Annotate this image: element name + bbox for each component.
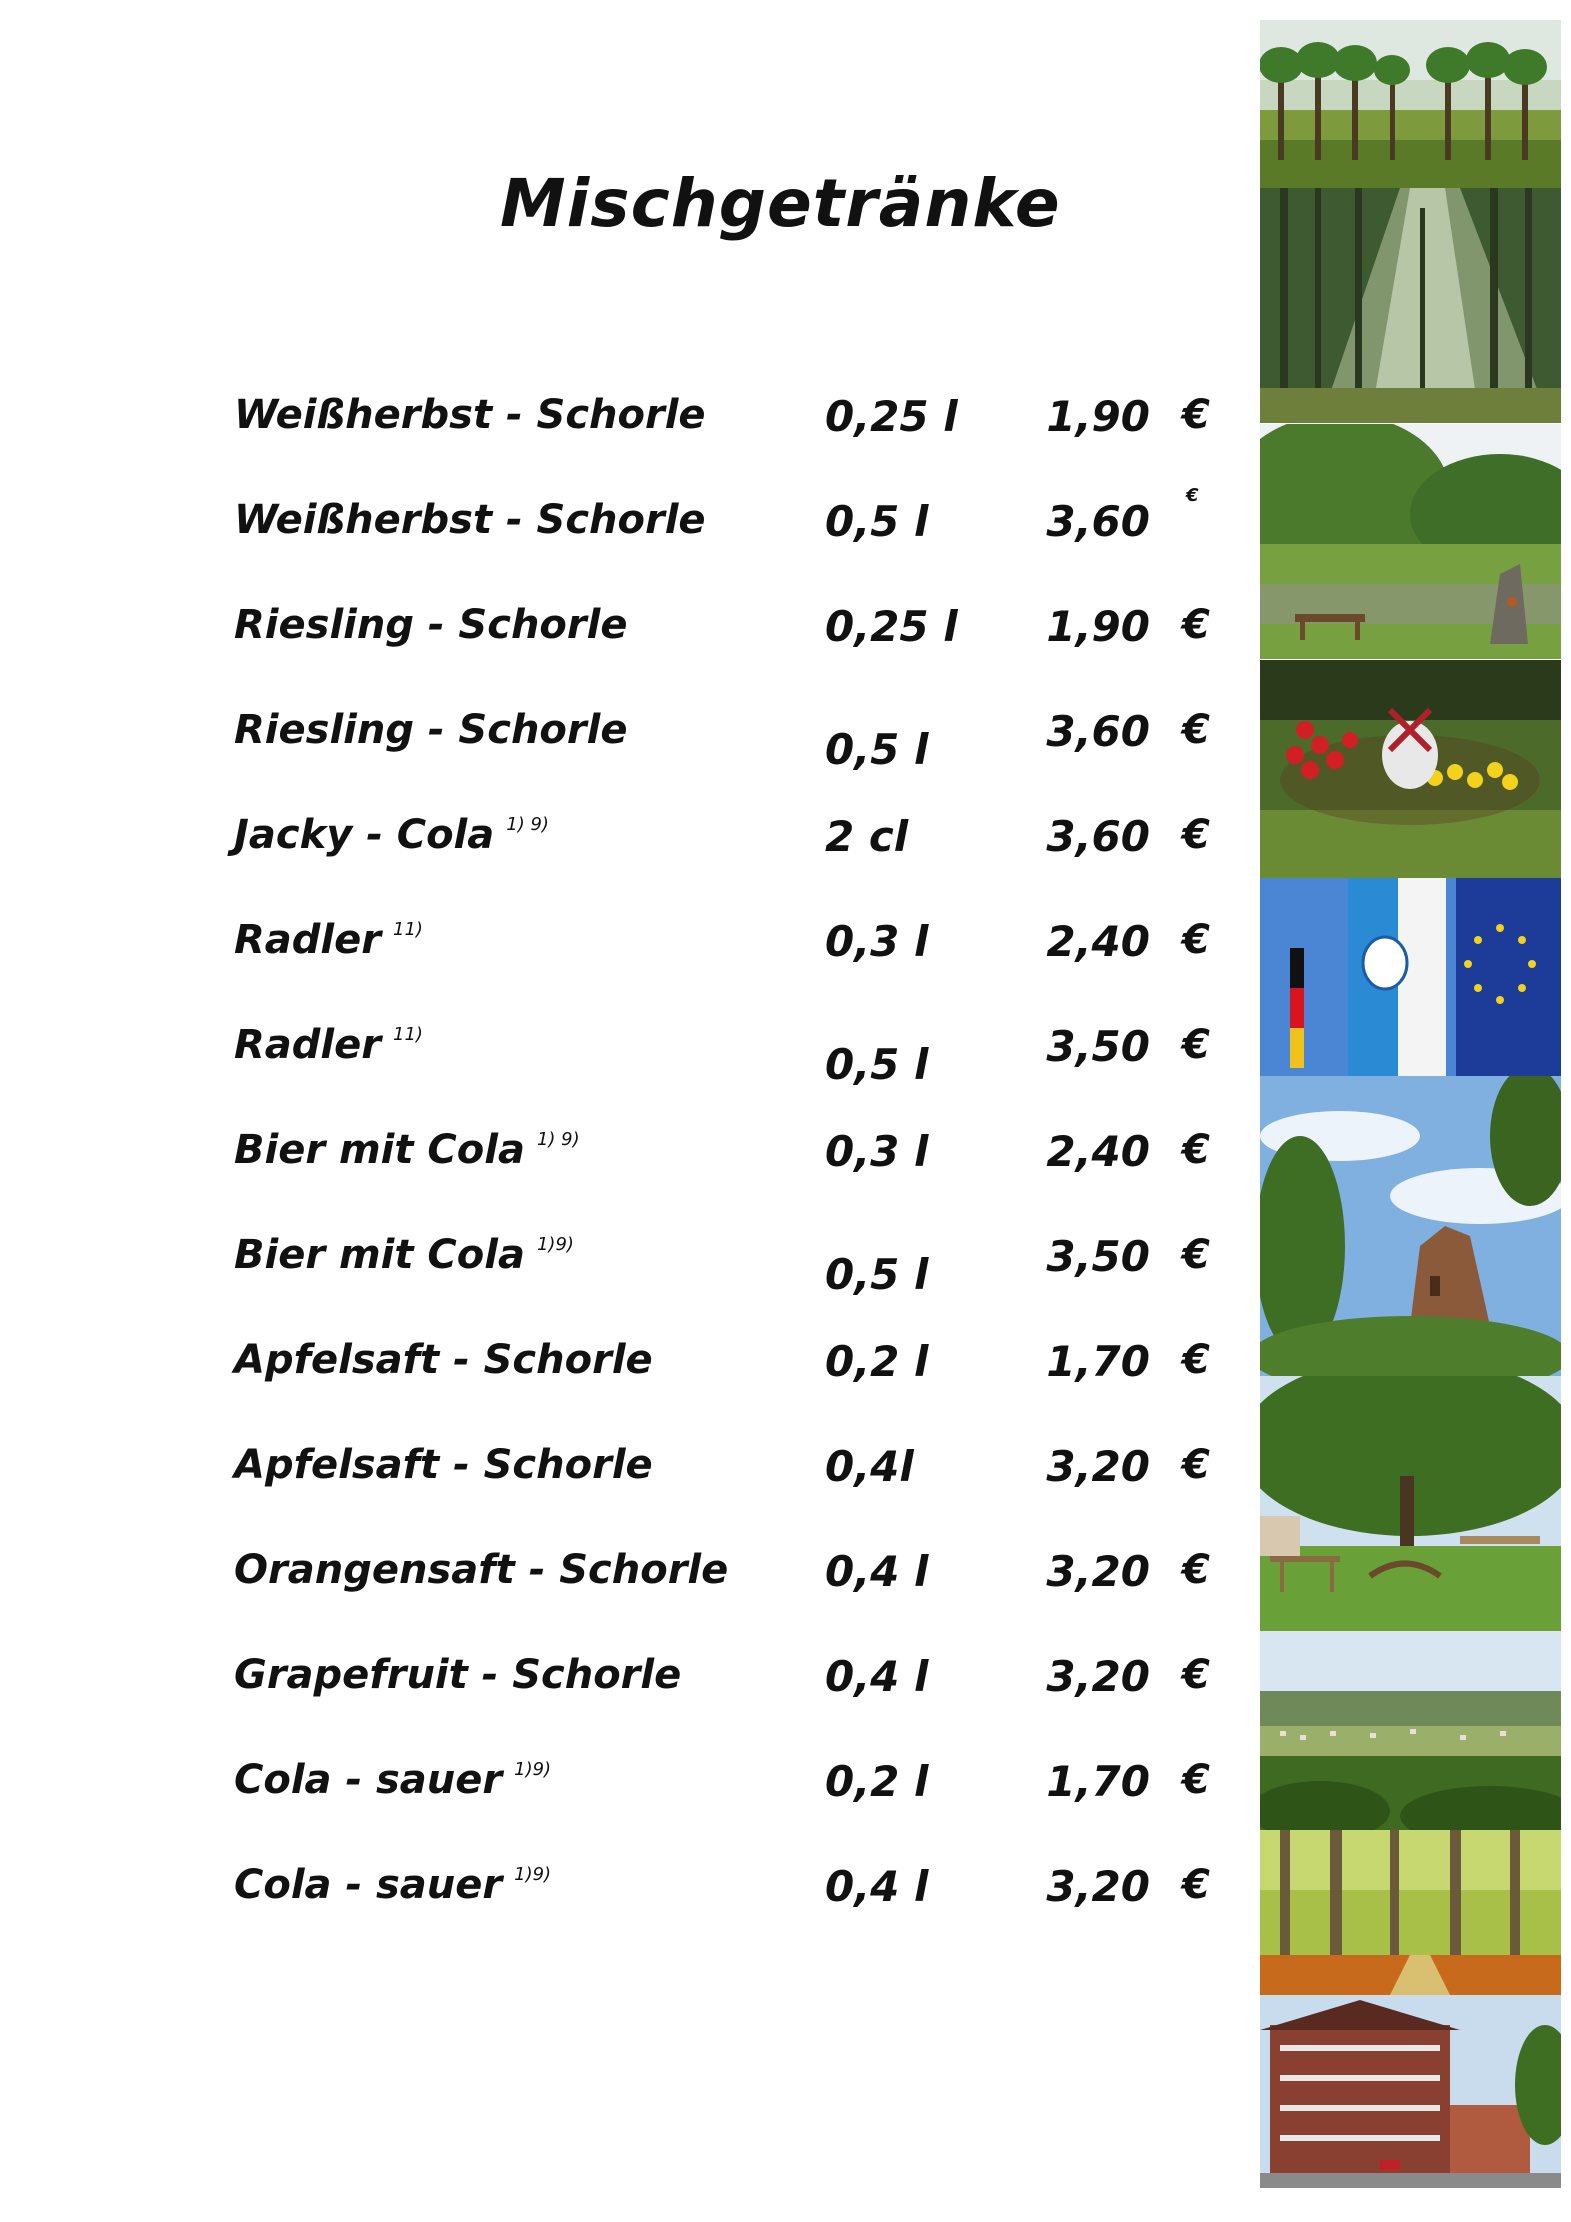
menu-row — [0, 485, 1250, 577]
drink-name — [234, 1127, 580, 1173]
menu-row — [0, 1232, 1250, 1312]
footnote-marker: 1)9) — [536, 1234, 574, 1255]
drink-quantity: 2 cl — [825, 812, 909, 861]
drink-price: 1,90 — [1046, 392, 1150, 441]
drink-name-text: Orangensaft - Schorle — [234, 1547, 729, 1593]
drink-price: 3,20 — [1046, 1442, 1150, 1491]
drink-quantity: 0,4 l — [825, 1547, 929, 1596]
drink-quantity: 0,5 l — [825, 1040, 929, 1089]
drink-name — [234, 917, 423, 963]
flowerbed-windmill-photo — [1260, 660, 1561, 878]
drink-name-text: Weißherbst - Schorle — [234, 392, 706, 438]
drink-price: 3,60 — [1046, 707, 1150, 756]
drink-name-text: Radler — [234, 917, 381, 963]
drink-quantity: 0,5 l — [825, 1250, 929, 1299]
menu-row — [0, 1022, 1250, 1102]
currency-symbol: € — [1182, 1652, 1210, 1698]
drink-quantity: 0,25 l — [825, 392, 958, 441]
currency-symbol: € — [1182, 1547, 1210, 1593]
drink-quantity: 0,25 l — [825, 602, 958, 651]
valley-village-photo — [1260, 1631, 1561, 1830]
drink-quantity: 0,4l — [825, 1442, 914, 1491]
currency-symbol: € — [1182, 707, 1210, 753]
currency-symbol: € — [1182, 1442, 1210, 1488]
drink-name — [234, 602, 627, 648]
drink-quantity: 0,2 l — [825, 1757, 929, 1806]
menu-row — [0, 1652, 1250, 1732]
footnote-marker: 1)9) — [514, 1759, 552, 1780]
drink-name-text: Cola - sauer — [234, 1757, 503, 1803]
menu-row — [0, 707, 1250, 787]
drink-price: 3,60 — [1046, 812, 1150, 861]
drink-price: 3,20 — [1046, 1547, 1150, 1596]
drink-price: 3,20 — [1046, 1862, 1150, 1911]
currency-symbol: € — [1182, 917, 1210, 963]
drink-quantity: 0,5 l — [825, 497, 929, 546]
drink-price: 3,60 — [1046, 497, 1150, 546]
drink-name — [234, 497, 706, 543]
drink-price: 3,50 — [1046, 1232, 1150, 1281]
drink-name — [234, 1022, 423, 1068]
drink-name-text: Apfelsaft - Schorle — [234, 1337, 653, 1383]
currency-symbol: € — [1182, 602, 1210, 648]
drink-name-text: Apfelsaft - Schorle — [234, 1442, 653, 1488]
drink-name-text: Weißherbst - Schorle — [234, 497, 706, 543]
drink-quantity: 0,2 l — [825, 1337, 929, 1386]
drink-name — [234, 1547, 728, 1593]
photo-strip — [1260, 20, 1561, 2188]
footnote-marker: 11) — [393, 1024, 423, 1045]
drink-quantity: 0,3 l — [825, 1127, 929, 1176]
drink-quantity: 0,4 l — [825, 1862, 929, 1911]
drink-quantity: 0,5 l — [825, 725, 929, 774]
menu-row — [0, 1127, 1250, 1207]
drink-name-text: Cola - sauer — [234, 1862, 503, 1908]
meadow-bench-photo — [1260, 424, 1561, 659]
page-title: Mischgetränke — [500, 165, 1061, 242]
currency-symbol: € — [1186, 485, 1199, 506]
currency-symbol: € — [1182, 1127, 1210, 1173]
drink-price: 1,90 — [1046, 602, 1150, 651]
footnote-marker: 1)9) — [514, 1864, 552, 1885]
menu-row — [0, 917, 1250, 997]
forest-sunbeams-photo — [1260, 188, 1561, 423]
drink-price: 2,40 — [1046, 917, 1150, 966]
drink-name-text: Jacky - Cola — [234, 812, 495, 858]
drink-price: 2,40 — [1046, 1127, 1150, 1176]
drink-price: 3,50 — [1046, 1022, 1150, 1071]
drink-name — [234, 1337, 653, 1383]
currency-symbol: € — [1182, 812, 1210, 858]
menu-row — [0, 1337, 1250, 1417]
drink-name-text: Bier mit Cola — [234, 1127, 525, 1173]
currency-symbol: € — [1182, 1337, 1210, 1383]
currency-symbol: € — [1182, 1757, 1210, 1803]
drink-name — [234, 1862, 551, 1908]
menu-row — [0, 812, 1250, 892]
drink-name — [234, 1652, 681, 1698]
drink-name-text: Riesling - Schorle — [234, 707, 628, 753]
hotel-building-photo — [1260, 1995, 1561, 2188]
drink-name — [234, 812, 549, 858]
currency-symbol: € — [1182, 1862, 1210, 1908]
drink-quantity: 0,4 l — [825, 1652, 929, 1701]
drink-price: 1,70 — [1046, 1337, 1150, 1386]
drink-name — [234, 707, 627, 753]
flags-photo — [1260, 878, 1561, 1076]
currency-symbol: € — [1182, 392, 1210, 438]
menu-row — [0, 392, 1250, 472]
currency-symbol: € — [1182, 1232, 1210, 1278]
drink-name — [234, 1757, 551, 1803]
palm-field-photo — [1260, 20, 1561, 188]
menu-row — [0, 1757, 1250, 1837]
park-bridge-photo — [1260, 1376, 1561, 1631]
footnote-marker: 11) — [393, 919, 423, 940]
drink-name-text: Grapefruit - Schorle — [234, 1652, 682, 1698]
drink-name-text: Bier mit Cola — [234, 1232, 525, 1278]
menu-row — [0, 602, 1250, 682]
currency-symbol: € — [1182, 1022, 1210, 1068]
footnote-marker: 1) 9) — [536, 1129, 580, 1150]
drink-name — [234, 1442, 653, 1488]
drink-price: 1,70 — [1046, 1757, 1150, 1806]
drink-name-text: Riesling - Schorle — [234, 602, 628, 648]
beech-forest-photo — [1260, 1830, 1561, 1995]
castle-ruin-photo — [1260, 1076, 1561, 1376]
drink-price: 3,20 — [1046, 1652, 1150, 1701]
drink-name-text: Radler — [234, 1022, 381, 1068]
drink-name — [234, 1232, 574, 1278]
menu-row — [0, 1442, 1250, 1522]
menu-row — [0, 1547, 1250, 1627]
drink-quantity: 0,3 l — [825, 917, 929, 966]
drink-name — [234, 392, 706, 438]
menu-row — [0, 1862, 1250, 1942]
footnote-marker: 1) 9) — [506, 814, 549, 835]
